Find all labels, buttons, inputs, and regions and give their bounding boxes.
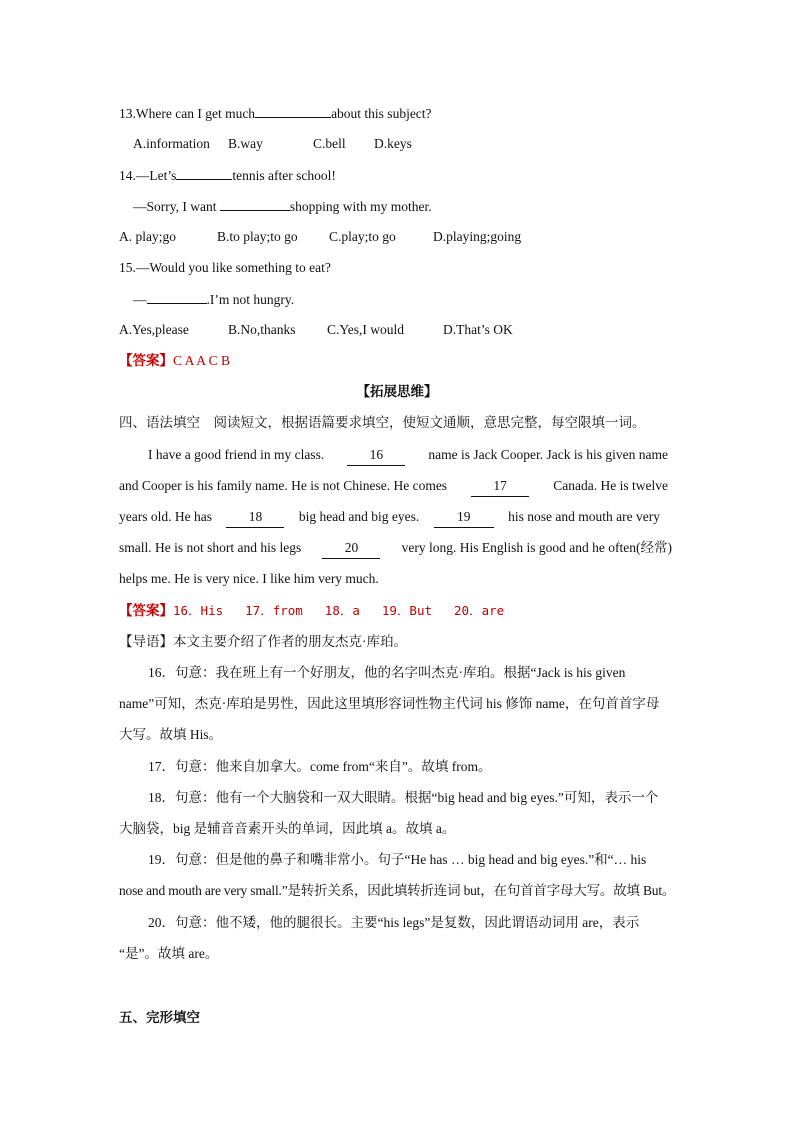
- option-c: C.Yes,I would: [327, 322, 405, 337]
- passage-blank-17: 17: [471, 476, 529, 497]
- section-title: 【拓展思维】: [356, 384, 438, 399]
- answer-item-18: 18．a: [324, 603, 360, 618]
- answer-label: 【答案】: [119, 603, 173, 618]
- part-4-heading: 四、语法填空 阅读短文，根据语篇要求填空，使短文通顺，意思完整，每空限填一词。: [119, 415, 646, 430]
- question-13-text-b: about this subject?: [331, 106, 432, 121]
- explanation-19-line-1: 19．句意：但是他的鼻子和嘴非常小。句子“He has … big head and big eyes.”和“… his: [148, 852, 647, 867]
- option-b: B.way: [228, 136, 263, 151]
- guide-text: 【导语】本文主要介绍了作者的朋友杰克·库珀。: [119, 634, 407, 649]
- passage-blank-20: 20: [322, 538, 380, 559]
- passage-blank-16: 16: [347, 445, 405, 466]
- passage-text: years old. He has: [119, 509, 212, 524]
- passage-blank-19: 19: [434, 507, 494, 528]
- passage-line-3: [119, 507, 660, 528]
- passage-text: very long. His English is good and he often(经常): [401, 540, 672, 555]
- question-14-text-c: —Sorry, I want: [133, 199, 217, 214]
- question-15-stem-1: 15.—Would you like something to eat?: [119, 260, 331, 275]
- answer-label: 【答案】: [119, 353, 173, 368]
- part-5-heading: 五、完形填空: [119, 1010, 200, 1025]
- question-14-stem-2: [133, 196, 432, 217]
- question-13-text-a: 13.Where can I get much: [119, 106, 256, 121]
- answer-blank: [147, 289, 207, 304]
- passage-text: Canada. He is twelve: [553, 478, 668, 493]
- question-14-text-b: tennis after school!: [232, 168, 336, 183]
- question-15-options: [119, 320, 513, 340]
- passage-text: big head and big eyes.: [298, 509, 420, 524]
- answer-blank: [176, 165, 232, 180]
- explanation-19-line-2: nose and mouth are very small.”是转折关系，因此填转折连词 but，在句首首字母大写。故填 But。: [119, 883, 676, 898]
- question-14-options: [119, 227, 521, 247]
- passage-line-4: [119, 538, 672, 559]
- option-b: B.to play;to go: [217, 229, 298, 244]
- passage-text: small. He is not short and his legs: [119, 540, 302, 555]
- answer-item-19: 19．But: [381, 603, 433, 618]
- answer-value: C A A C B: [173, 353, 231, 368]
- passage-text: I have a good friend in my class.: [148, 447, 325, 462]
- passage-line-2: [119, 476, 668, 497]
- option-c: C.play;to go: [329, 229, 396, 244]
- passage-line-5: helps me. He is very nice. I like him very much.: [119, 571, 379, 586]
- question-13-options: [133, 134, 412, 154]
- answer-line-1: [119, 351, 230, 371]
- explanation-16-line-3: 大写。故填 His。: [119, 727, 223, 742]
- passage-text: and Cooper is his family name. He is not Chinese. He comes: [119, 478, 448, 493]
- answer-item-17: 17．from: [245, 603, 303, 618]
- passage-line-1: [148, 445, 668, 466]
- question-14-text-d: shopping with my mother.: [289, 199, 432, 214]
- question-14-text-a: 14.—Let’s: [119, 168, 177, 183]
- passage-text: name is Jack Cooper. Jack is his given name: [428, 447, 668, 462]
- option-a: A.Yes,please: [119, 322, 189, 337]
- explanation-20-line-2: “是”。故填 are。: [119, 946, 219, 961]
- explanation-18-line-1: 18．句意：他有一个大脑袋和一双大眼睛。根据“big head and big eyes.”可知，表示一个: [148, 790, 659, 805]
- question-14-stem-1: [119, 165, 336, 186]
- question-13-stem: [119, 103, 432, 124]
- answer-item-20: 20．are: [454, 603, 505, 618]
- answer-blank: [255, 103, 331, 118]
- option-d: D.keys: [374, 136, 412, 151]
- option-d: D.playing;going: [433, 229, 522, 244]
- explanation-20-line-1: 20．句意：他不矮，他的腿很长。主要“his legs”是复数，因此谓语动词用 are，表示: [148, 915, 640, 930]
- question-15-text-b: .I’m not hungry.: [206, 292, 295, 307]
- explanation-17: 17．句意：他来自加拿大。come from“来自”。故填 from。: [148, 759, 492, 774]
- passage-text: his nose and mouth are very: [508, 509, 660, 524]
- passage-blank-18: 18: [226, 507, 284, 528]
- option-a: A. play;go: [119, 229, 176, 244]
- explanation-16-line-2: name”可知，杰克·库珀是男性，因此这里填形容词性物主代词 his 修饰 name，在句首首字母: [119, 696, 660, 711]
- explanation-16-line-1: 16．句意：我在班上有一个好朋友，他的名字叫杰克·库珀。根据“Jack is his given: [148, 665, 626, 680]
- question-15-text-a: —: [133, 292, 147, 307]
- explanation-18-line-2: 大脑袋，big 是辅音音素开头的单词，因此填 a。故填 a。: [119, 821, 456, 836]
- option-a: A.information: [133, 136, 210, 151]
- answer-line-2: [119, 601, 504, 621]
- answer-blank: [220, 196, 290, 211]
- option-d: D.That’s OK: [443, 322, 513, 337]
- question-15-stem-2: [133, 289, 294, 310]
- answer-item-16: 16．His: [173, 603, 224, 618]
- option-c: C.bell: [313, 136, 346, 151]
- option-b: B.No,thanks: [228, 322, 296, 337]
